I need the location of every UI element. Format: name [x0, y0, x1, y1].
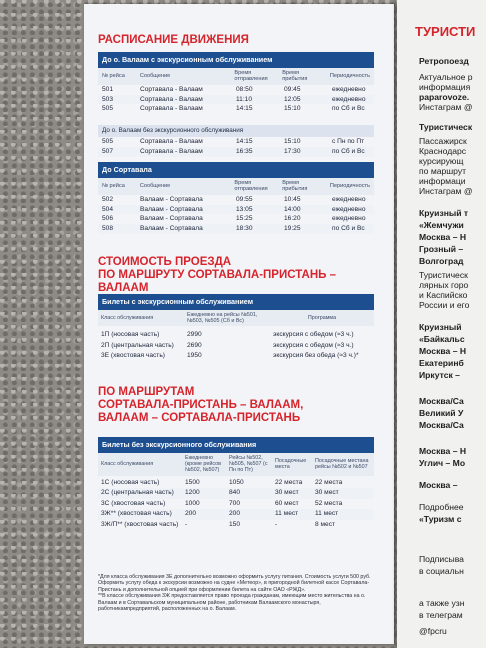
col-header: Время отправления	[234, 180, 268, 193]
schedule-table	[98, 85, 374, 114]
table-cell: Валаам - Сортавала	[140, 205, 203, 213]
right-page-line: Великий У	[419, 408, 464, 418]
table-row	[98, 520, 374, 531]
table-row	[98, 95, 374, 105]
right-page-line: «Туризм с	[419, 514, 462, 524]
table-cell: 3Е (хвостовая часть)	[101, 352, 165, 360]
table-cell: 150	[229, 520, 241, 528]
band-fare-excursion: Билеты с экскурсионным обслуживанием	[98, 294, 374, 310]
table-cell: 1П (носовая часть)	[101, 331, 160, 339]
col-header: Время отправления	[234, 70, 268, 83]
table-row	[98, 351, 374, 362]
schedule-to-sortavala	[98, 162, 374, 234]
table-cell: -	[185, 520, 188, 528]
table-row	[98, 85, 374, 95]
right-page-line: Москва – Н	[419, 346, 467, 356]
col-header: Программа	[307, 315, 337, 322]
table-cell: 200	[229, 510, 241, 518]
schedule-to-valaam-excursion	[98, 52, 374, 114]
col-header: Периодичность	[329, 73, 370, 80]
table-row	[98, 147, 374, 157]
table-cell: 502	[102, 195, 114, 203]
right-page-line: Москва – Н	[419, 446, 467, 456]
table-cell: 840	[229, 489, 241, 497]
right-page-line: Москва/Са	[419, 420, 464, 430]
table-cell: Валаам - Сортавала	[140, 225, 203, 233]
schedule-table	[98, 137, 374, 157]
table-cell: 3Ж** (хвостовая часть)	[101, 510, 172, 518]
table-row	[98, 478, 374, 489]
table-cell: Валаам - Сортавала	[140, 215, 203, 223]
table-cell: 17:30	[284, 147, 301, 155]
right-page-line: Туристическ	[419, 270, 468, 280]
table-cell: Сортавала - Валаам	[140, 138, 203, 145]
brochure-page-right	[397, 0, 486, 648]
band-to-valaam-no-excursion: До о. Валаам без экскурсионного обслуживания	[98, 125, 374, 137]
table-row	[98, 224, 374, 234]
table-cell: 11 мест	[275, 510, 299, 518]
col-header: Посадочные местана рейсы №502 и №507	[315, 458, 369, 471]
band-fare-no-excursion: Билеты без экскурсионного обслуживания	[98, 437, 374, 453]
table-cell: 2П (центральная часть)	[101, 341, 174, 349]
right-page-line: Круизный т	[419, 208, 469, 218]
right-page-line: Екатеринб	[419, 358, 464, 368]
col-header: Рейсы №502, №505, №507 (с Пн по Пт)	[229, 455, 268, 474]
right-page-line: Подробнее	[419, 502, 464, 512]
table-cell: 200	[185, 510, 197, 518]
right-page-line: курсирующ	[419, 156, 464, 166]
table-cell: 10:45	[284, 195, 301, 203]
table-cell: 16:20	[284, 215, 301, 223]
table-cell: ежедневно	[332, 95, 366, 103]
table-cell: 3С (хвостовая часть)	[101, 499, 166, 507]
table-cell: 508	[102, 225, 114, 233]
right-page-line: Краснодарс	[419, 146, 467, 156]
schedule-table	[98, 195, 374, 234]
table-cell: по Сб и Вс	[332, 105, 365, 113]
table-cell: 18:30	[236, 225, 253, 233]
right-page-line: «Байкальс	[419, 334, 465, 344]
table-cell: 09:45	[284, 85, 301, 93]
table-cell: 22 места	[315, 478, 343, 486]
fare-no-excursion-block	[98, 437, 374, 530]
right-page-line: Круизный	[419, 322, 462, 332]
right-page-line: в телеграм	[419, 610, 463, 620]
fare-table	[98, 478, 374, 531]
right-page-line: лярных горо	[419, 280, 469, 290]
table-cell: 08:50	[236, 85, 253, 93]
col-header: Ежедневно на рейсы №501, №503, №505 (Сб и Вс)	[187, 312, 258, 325]
table-cell: Сортавала - Валаам	[140, 147, 203, 155]
table-cell: 11:10	[236, 95, 253, 103]
table-row	[98, 488, 374, 499]
table-cell: 1500	[185, 478, 200, 486]
right-page-line: Инстаграм @	[419, 186, 473, 196]
table-cell: 1С (носовая часть)	[101, 478, 160, 486]
table-cell: по Сб и Вс	[332, 147, 365, 155]
table-cell: 1050	[229, 478, 244, 486]
schedule-title: РАСПИСАНИЕ ДВИЖЕНИЯ	[98, 34, 249, 46]
table-row	[98, 195, 374, 205]
fare-header-row	[98, 310, 374, 326]
table-cell: 505	[102, 138, 114, 145]
table-cell: Сортавала - Валаам	[140, 85, 203, 93]
fare-table	[98, 330, 374, 362]
table-cell: 30 мест	[315, 489, 339, 497]
table-cell: 1000	[185, 499, 200, 507]
table-cell: 8 мест	[315, 520, 336, 528]
table-cell: 09:55	[236, 195, 253, 203]
fare-routes-title-2: СОРТАВАЛА-ПРИСТАНЬ – ВАЛААМ,	[98, 399, 304, 411]
col-header: № рейса	[102, 183, 125, 190]
schedule-header-row	[98, 178, 374, 195]
table-cell: 506	[102, 215, 114, 223]
table-row	[98, 509, 374, 520]
right-page-line: @fpcru	[419, 626, 447, 636]
table-cell: 700	[229, 499, 241, 507]
table-row	[98, 205, 374, 215]
table-cell: 3Ж/П** (хвостовая часть)	[101, 520, 179, 528]
table-cell: 503	[102, 95, 114, 103]
right-page-line: Подписыва	[419, 554, 464, 564]
col-header: Сообщение	[139, 183, 171, 190]
footnote-1: *Для класса обслуживания 3Е дополнительно возможно оформить услугу питания. Стоимость услуги 500 руб. Оформить услугу обеда к экскурсии возможно на судне «Метеор», в пригородной билетной кассе Сортавала-Пристань и дополнительной опцией при оформлении билета на сайте ОАО «РЖД».	[98, 574, 371, 593]
band-to-sortavala: До Сортавала	[98, 162, 374, 178]
table-cell: -	[275, 520, 278, 528]
col-header: № рейса	[102, 73, 125, 80]
col-header: Время прибытия	[282, 70, 308, 83]
table-cell: 11 мест	[315, 510, 339, 518]
table-cell: 30 мест	[275, 489, 299, 497]
table-cell: Сортавала - Валаам	[140, 95, 203, 103]
fare-header-row	[98, 453, 374, 476]
right-page-line: Ретропоезд	[419, 56, 469, 66]
col-header: Периодичность	[329, 183, 370, 190]
table-cell: 504	[102, 205, 114, 213]
table-cell: 13:05	[236, 205, 253, 213]
table-cell: ежедневно	[332, 195, 366, 203]
right-page-line: в социальн	[419, 566, 464, 576]
table-cell: 2990	[187, 331, 202, 339]
table-cell: 1950	[187, 352, 202, 360]
table-cell: 1200	[185, 489, 200, 497]
fare-excursion-title-2: ПО МАРШРУТУ СОРТАВАЛА-ПРИСТАНЬ – ВАЛААМ	[98, 269, 337, 294]
right-page-line: Углич – Мо	[419, 458, 466, 468]
right-page-line: информация	[419, 82, 471, 92]
table-cell: 15:10	[284, 138, 301, 145]
table-cell: 19:25	[284, 225, 301, 233]
table-cell: 14:15	[236, 138, 253, 145]
right-page-line: Актуальное р	[419, 72, 473, 82]
table-cell: по Сб и Вс	[332, 225, 365, 233]
table-cell: 16:35	[236, 147, 253, 155]
table-cell: 2С (центральная часть)	[101, 489, 174, 497]
right-page-line: Москва/Са	[419, 396, 464, 406]
table-cell: Сортавала - Валаам	[140, 105, 203, 113]
right-page-line: и Каспийско	[419, 290, 468, 300]
col-header: Ежедневно (кроме рейсов №502, №507)	[185, 455, 221, 474]
table-cell: ежедневно	[332, 205, 366, 213]
col-header: Класс обслуживания	[101, 315, 154, 322]
table-row	[98, 137, 374, 147]
footnotes	[98, 574, 374, 612]
col-header: Посадочные места	[275, 458, 307, 471]
right-page-line: paparovoze.	[419, 92, 470, 102]
table-cell: экскурсия с обедом (≈3 ч.)	[273, 341, 354, 349]
right-page-line: Грозный –	[419, 244, 464, 254]
table-row	[98, 214, 374, 224]
brochure-page-left	[84, 4, 394, 644]
table-cell: 507	[102, 147, 114, 155]
right-page-line: «Жемчужи	[419, 220, 464, 230]
table-cell: Валаам - Сортавала	[140, 195, 203, 203]
table-row	[98, 104, 374, 114]
table-cell: 501	[102, 85, 114, 93]
table-cell: 52 места	[315, 499, 343, 507]
right-page-line: Инстаграм @	[419, 102, 473, 112]
fare-routes-title-3: ВАЛААМ – СОРТАВАЛА-ПРИСТАНЬ	[98, 412, 301, 424]
table-cell: 14:00	[284, 205, 301, 213]
table-cell: 60 мест	[275, 499, 299, 507]
right-page-line: Москва –	[419, 480, 458, 490]
right-page-line: Пассажирск	[419, 136, 467, 146]
right-page-line: Иркутск –	[419, 370, 460, 380]
table-cell: ежедневно	[332, 215, 366, 223]
col-header: Сообщение	[139, 73, 171, 80]
table-cell: ежедневно	[332, 85, 366, 93]
band-to-valaam-excursion: До о. Валаам с экскурсионным обслуживанием	[98, 52, 374, 68]
right-page-line: а также узн	[419, 598, 465, 608]
right-page-line: Москва – Н	[419, 232, 467, 242]
footnote-2: **В классе обслуживания 3Ж предоставляется право проезда гражданам, имеющим место жительства на о. Валаам и в Сортавальском муниципальном районе, работникам Валаамского монастыря, работникампредприятий, расположенных на о. Валаам.	[98, 593, 366, 613]
right-page-line: по маршрут	[419, 166, 467, 176]
table-row	[98, 499, 374, 510]
table-row	[98, 341, 374, 352]
col-header: Класс обслуживания	[101, 461, 154, 468]
table-cell: экскурсия без обеда (≈3 ч.)*	[273, 352, 359, 360]
table-cell: экскурсия с обедом (≈3 ч.)	[273, 331, 354, 339]
right-page-line: информаци	[419, 176, 466, 186]
schedule-header-row	[98, 68, 374, 85]
table-cell: 15:10	[284, 105, 301, 113]
right-page-line: Туристическ	[419, 122, 473, 132]
col-header: Время прибытия	[282, 180, 308, 193]
fare-excursion-title-1: СТОИМОСТЬ ПРОЕЗДА	[98, 256, 232, 268]
fare-excursion-block	[98, 294, 374, 362]
schedule-to-valaam-no-excursion	[98, 125, 374, 157]
table-row	[98, 330, 374, 341]
fare-routes-title-1: ПО МАРШРУТАМ	[98, 386, 195, 398]
table-cell: с Пн по Пт	[332, 138, 365, 145]
table-cell: 14:15	[236, 105, 253, 113]
right-page-line: Волгоград	[419, 256, 464, 266]
table-cell: 2690	[187, 341, 202, 349]
table-cell: 12:05	[284, 95, 301, 103]
table-cell: 22 места	[275, 478, 303, 486]
table-cell: 505	[102, 105, 114, 113]
right-page-title: ТУРИСТИ	[415, 24, 476, 39]
right-page-line: России и его	[419, 300, 470, 310]
table-cell: 15:25	[236, 215, 253, 223]
